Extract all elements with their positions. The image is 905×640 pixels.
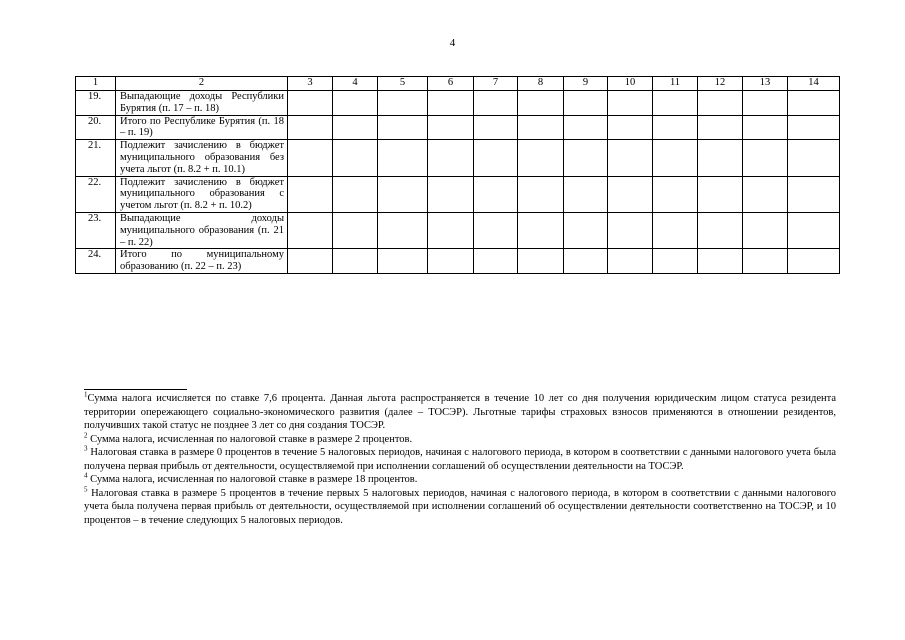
column-header: 3	[288, 77, 333, 91]
table-cell	[474, 140, 518, 176]
table-cell	[518, 176, 564, 212]
footnote-mark: 2	[84, 431, 88, 439]
table-cell	[288, 176, 333, 212]
table-cell	[608, 249, 653, 274]
table-cell	[653, 212, 698, 248]
table-cell	[333, 91, 378, 116]
table-row	[76, 212, 840, 248]
row-number: 23.	[76, 212, 116, 248]
table-cell	[698, 140, 743, 176]
footnote-mark: 1	[84, 390, 88, 399]
table-cell	[474, 91, 518, 116]
footnote-mark: 5	[84, 485, 88, 493]
table-cell	[428, 212, 474, 248]
table-cell	[788, 91, 840, 116]
table-cell	[788, 212, 840, 248]
table-cell	[378, 176, 428, 212]
table-cell	[743, 91, 788, 116]
table-row	[76, 115, 840, 140]
row-label: Итого по муниципальному образованию (п. 22 – п. 23)	[116, 249, 288, 274]
footnote	[84, 446, 836, 473]
footnote-mark: 4	[84, 471, 88, 480]
footnote-mark: 3	[84, 444, 88, 453]
table-cell	[788, 249, 840, 274]
table-cell	[608, 91, 653, 116]
table-cell	[474, 249, 518, 274]
table-cell	[653, 176, 698, 212]
footnote	[84, 392, 836, 433]
footnote	[84, 433, 836, 447]
table-row	[76, 140, 840, 176]
table-cell	[788, 140, 840, 176]
table-cell	[474, 176, 518, 212]
table-cell	[333, 176, 378, 212]
table-cell	[608, 115, 653, 140]
footnote-text: Сумма налога исчисляется по ставке 7,6 процента. Данная льгота распространяется в течение 10 лет со дня получения юридическим лицом статуса резидента территории опережающего социально-экономического развития (далее – ТОСЭР). Льготные тарифы страховых взносов применяются в отношении резидентов, получивших такой статус не позднее 3 лет со дня создания ТОСЭР.	[84, 393, 836, 431]
table-row	[76, 91, 840, 116]
table-cell	[653, 140, 698, 176]
footnote	[84, 473, 836, 487]
table-cell	[698, 249, 743, 274]
table-cell	[608, 176, 653, 212]
footnote-separator	[84, 389, 187, 390]
table-cell	[564, 140, 608, 176]
table-cell	[698, 115, 743, 140]
data-table	[75, 76, 840, 274]
table-row	[76, 249, 840, 274]
row-label: Выпадающие доходы муниципального образования (п. 21 – п. 22)	[116, 212, 288, 248]
column-header: 12	[698, 77, 743, 91]
column-header: 13	[743, 77, 788, 91]
column-header: 11	[653, 77, 698, 91]
footnote-text: Сумма налога, исчисленная по налоговой ставке в размере 2 процентов.	[87, 433, 413, 445]
table-cell	[333, 140, 378, 176]
row-label: Подлежит зачислению в бюджет муниципального образования без учета льгот (п. 8.2 + п. 10.1)	[116, 140, 288, 176]
table-cell	[788, 176, 840, 212]
table-cell	[428, 249, 474, 274]
column-header: 1	[76, 77, 116, 91]
page-number: 4	[449, 37, 456, 49]
table-cell	[518, 140, 564, 176]
row-number: 19.	[76, 91, 116, 116]
table-cell	[518, 115, 564, 140]
table-cell	[378, 91, 428, 116]
column-header: 8	[518, 77, 564, 91]
footnote-text: Налоговая ставка в размере 0 процентов в течение 5 налоговых периодов, начиная с налогового периода, в котором в соответствии с данными налогового учета была получена первая прибыль от деятельности, осуществляемой при исполнении соглашений об осуществлении деятельности на ТОСЭР.	[84, 447, 836, 472]
table-cell	[743, 176, 788, 212]
table-cell	[743, 140, 788, 176]
table-cell	[428, 176, 474, 212]
table-cell	[378, 212, 428, 248]
column-header: 9	[564, 77, 608, 91]
column-header: 7	[474, 77, 518, 91]
table-cell	[474, 115, 518, 140]
footnotes	[84, 392, 836, 527]
column-header: 10	[608, 77, 653, 91]
table-cell	[608, 140, 653, 176]
column-header: 6	[428, 77, 474, 91]
footnote-text: Сумма налога, исчисленная по налоговой ставке в размере 18 процентов.	[87, 474, 418, 485]
row-number: 20.	[76, 115, 116, 140]
table-cell	[428, 140, 474, 176]
table-row	[76, 176, 840, 212]
table-cell	[564, 91, 608, 116]
table-cell	[743, 212, 788, 248]
row-label: Подлежит зачислению в бюджет муниципального образования с учетом льгот (п. 8.2 + п. 10.2)	[116, 176, 288, 212]
table-cell	[564, 115, 608, 140]
footnote	[84, 487, 836, 528]
table-cell	[788, 115, 840, 140]
table-cell	[653, 115, 698, 140]
table-cell	[608, 212, 653, 248]
table-cell	[743, 249, 788, 274]
table-cell	[653, 91, 698, 116]
table-cell	[698, 91, 743, 116]
table-cell	[518, 91, 564, 116]
table-cell	[288, 212, 333, 248]
row-number: 24.	[76, 249, 116, 274]
table-cell	[378, 249, 428, 274]
table-cell	[653, 249, 698, 274]
table-cell	[564, 212, 608, 248]
table-cell	[288, 91, 333, 116]
row-label: Итого по Республике Бурятия (п. 18 – п. 19)	[116, 115, 288, 140]
table-cell	[743, 115, 788, 140]
table-cell	[378, 115, 428, 140]
table-cell	[333, 249, 378, 274]
table-cell	[518, 212, 564, 248]
table-cell	[288, 115, 333, 140]
column-header: 5	[378, 77, 428, 91]
column-header: 2	[116, 77, 288, 91]
footnote-text: Налоговая ставка в размере 5 процентов в течение первых 5 налоговых периодов, начиная с налогового периода, в котором в соответствии с данными налогового учета была получена первая прибыль от деятельности, осуществляемой при исполнении соглашений об осуществлении деятельности соответственно на ТОСЭР, и 10 процентов – в течение следующих 5 налоговых периодов.	[84, 487, 836, 526]
column-header: 4	[333, 77, 378, 91]
table-cell	[428, 115, 474, 140]
row-label: Выпадающие доходы Республики Бурятия (п. 17 – п. 18)	[116, 91, 288, 116]
table-cell	[564, 249, 608, 274]
table-cell	[288, 140, 333, 176]
table-cell	[378, 140, 428, 176]
table-cell	[474, 212, 518, 248]
column-header: 14	[788, 77, 840, 91]
row-number: 22.	[76, 176, 116, 212]
table-cell	[564, 176, 608, 212]
table-cell	[518, 249, 564, 274]
table-header-row	[76, 77, 840, 91]
table-cell	[288, 249, 333, 274]
table-cell	[428, 91, 474, 116]
table-cell	[698, 212, 743, 248]
table-cell	[698, 176, 743, 212]
table-cell	[333, 115, 378, 140]
table-cell	[333, 212, 378, 248]
row-number: 21.	[76, 140, 116, 176]
